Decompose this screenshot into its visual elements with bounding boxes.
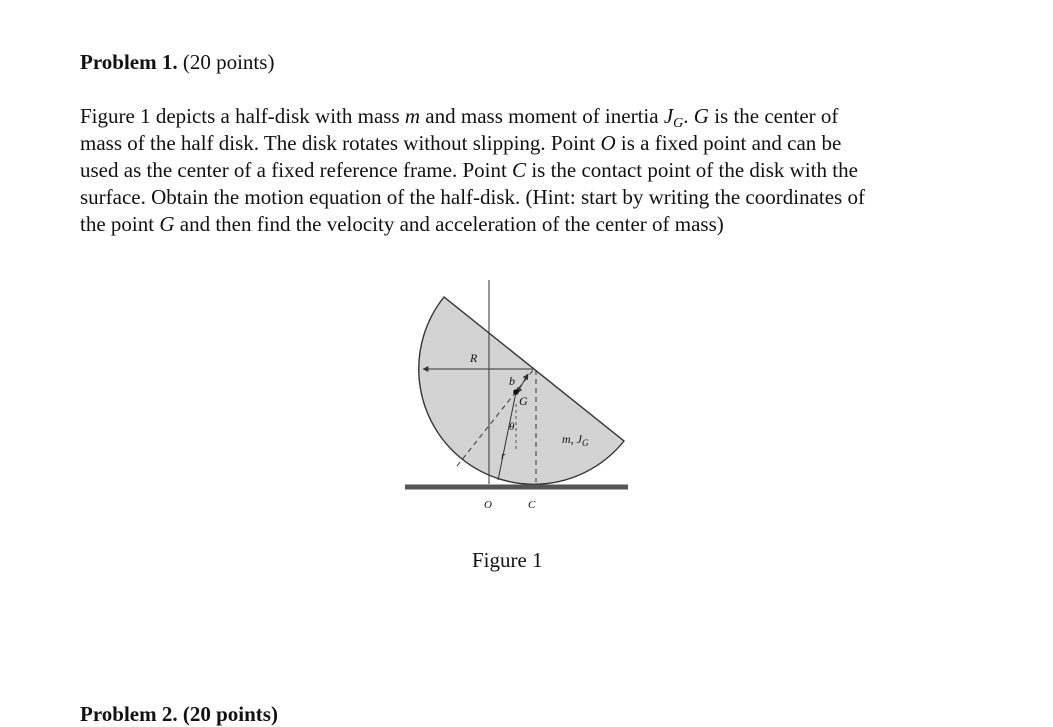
theta-label: θ — [509, 421, 515, 433]
statement-line-1: Figure 1 depicts a half-disk with mass m and mass moment of inertia $J_G$. G is the center of — [80, 104, 839, 131]
o-label: O — [484, 499, 492, 511]
problem-points: (20 points) — [182, 50, 275, 74]
problem-heading — [80, 49, 274, 75]
r-label: R — [470, 351, 478, 365]
half-disk-figure — [395, 270, 635, 520]
b-label: b — [509, 374, 515, 388]
c-label: C — [528, 499, 536, 511]
mass-center-point — [513, 389, 519, 395]
mass-inertia-label: m, $J_G$ — [562, 432, 589, 448]
statement-line-4: surface. Obtain the motion equation of the half-disk. (Hint: start by writing the coordinates of — [80, 185, 865, 209]
half-disk-shape — [419, 297, 624, 484]
next-problem-heading-partial: Problem 2. (20 points) — [80, 702, 278, 726]
g-label: G — [519, 394, 528, 408]
figure-caption: Figure 1 — [472, 548, 543, 572]
statement-line-3: used as the center of a fixed reference frame. Point C is the contact point of the disk with the — [80, 158, 858, 182]
statement-line-2: mass of the half disk. The disk rotates without slipping. Point O is a fixed point and can be — [80, 131, 842, 155]
statement-line-5: the point G and then find the velocity and acceleration of the center of mass) — [80, 212, 724, 236]
problem-statement — [80, 103, 960, 238]
small-r-label: r — [501, 450, 506, 462]
problem-title: Problem 1. — [80, 50, 178, 74]
